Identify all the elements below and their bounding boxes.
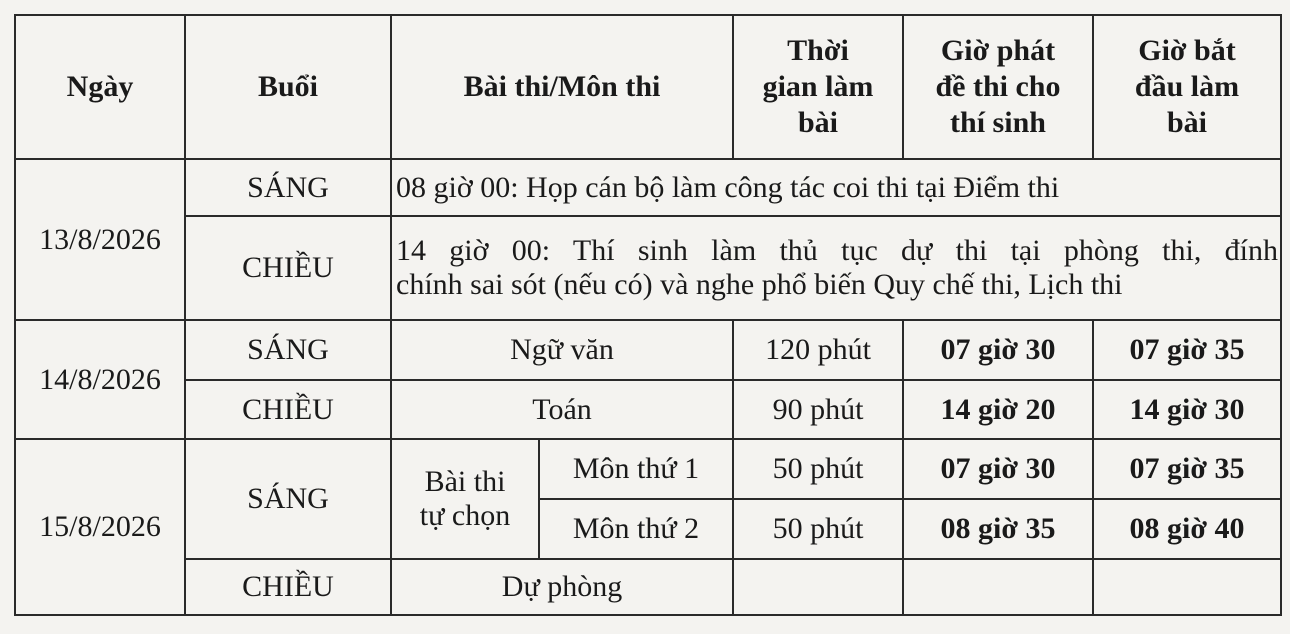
elective-group-line: Bài thi — [424, 465, 506, 498]
distribute-time-cell: 08 giờ 35 — [903, 499, 1093, 559]
subject-cell: Môn thứ 2 — [539, 499, 733, 559]
header-gio-bat-dau — [1093, 15, 1281, 159]
session-cell: CHIỀU — [185, 216, 391, 320]
subject-cell: Ngữ văn — [391, 320, 733, 380]
table-row — [15, 320, 1281, 380]
session-cell: SÁNG — [185, 159, 391, 216]
distribute-time-cell: 14 giờ 20 — [903, 380, 1093, 439]
table-row — [15, 559, 1281, 615]
subject-cell: Dự phòng — [391, 559, 733, 615]
header-gio-bat-dau-line: bài — [1166, 106, 1208, 139]
header-thoi-gian-line: bài — [797, 106, 839, 139]
start-time-cell — [1093, 559, 1281, 615]
table-row — [15, 439, 1281, 499]
header-gio-phat-de — [903, 15, 1093, 159]
header-thoi-gian — [733, 15, 903, 159]
start-time-cell: 14 giờ 30 — [1093, 380, 1281, 439]
table-row — [15, 380, 1281, 439]
header-row — [15, 15, 1281, 159]
start-time-cell: 07 giờ 35 — [1093, 439, 1281, 499]
distribute-time-cell: 07 giờ 30 — [903, 439, 1093, 499]
note-cell: 08 giờ 00: Họp cán bộ làm công tác coi thi tại Điểm thi — [391, 159, 1281, 216]
session-cell: SÁNG — [185, 320, 391, 380]
session-cell: CHIỀU — [185, 380, 391, 439]
header-gio-phat-de-line: đề thi cho — [935, 70, 1061, 103]
header-gio-bat-dau-line: Giờ bắt — [1138, 34, 1236, 67]
distribute-time-cell: 07 giờ 30 — [903, 320, 1093, 380]
note-line: 14 giờ 00: Thí sinh làm thủ tục dự thi tại phòng thi, đính — [396, 234, 1278, 267]
date-cell: 13/8/2026 — [15, 159, 185, 320]
header-ngay: Ngày — [15, 15, 185, 159]
header-gio-phat-de-line: Giờ phát — [940, 34, 1056, 67]
start-time-cell: 08 giờ 40 — [1093, 499, 1281, 559]
header-bai-thi: Bài thi/Môn thi — [391, 15, 733, 159]
duration-cell: 50 phút — [733, 499, 903, 559]
duration-cell — [733, 559, 903, 615]
table-row — [15, 216, 1281, 320]
header-gio-phat-de-line: thí sinh — [950, 106, 1046, 139]
note-line: chính sai sót (nếu có) và nghe phổ biến Quy chế thi, Lịch thi — [396, 268, 1123, 301]
duration-cell: 50 phút — [733, 439, 903, 499]
date-cell: 14/8/2026 — [15, 320, 185, 439]
header-thoi-gian-line: gian làm — [762, 70, 874, 103]
subject-cell: Môn thứ 1 — [539, 439, 733, 499]
session-cell: CHIỀU — [185, 559, 391, 615]
header-buoi: Buổi — [185, 15, 391, 159]
header-thoi-gian-line: Thời — [787, 34, 849, 67]
elective-group-line: tự chọn — [419, 499, 511, 532]
session-cell: SÁNG — [185, 439, 391, 559]
note-cell — [391, 216, 1281, 320]
subject-cell: Toán — [391, 380, 733, 439]
start-time-cell: 07 giờ 35 — [1093, 320, 1281, 380]
distribute-time-cell — [903, 559, 1093, 615]
duration-cell: 90 phút — [733, 380, 903, 439]
date-cell: 15/8/2026 — [15, 439, 185, 615]
duration-cell: 120 phút — [733, 320, 903, 380]
exam-schedule-table — [14, 14, 1282, 616]
elective-group-cell — [391, 439, 539, 559]
table-row — [15, 159, 1281, 216]
header-gio-bat-dau-line: đầu làm — [1134, 70, 1240, 103]
